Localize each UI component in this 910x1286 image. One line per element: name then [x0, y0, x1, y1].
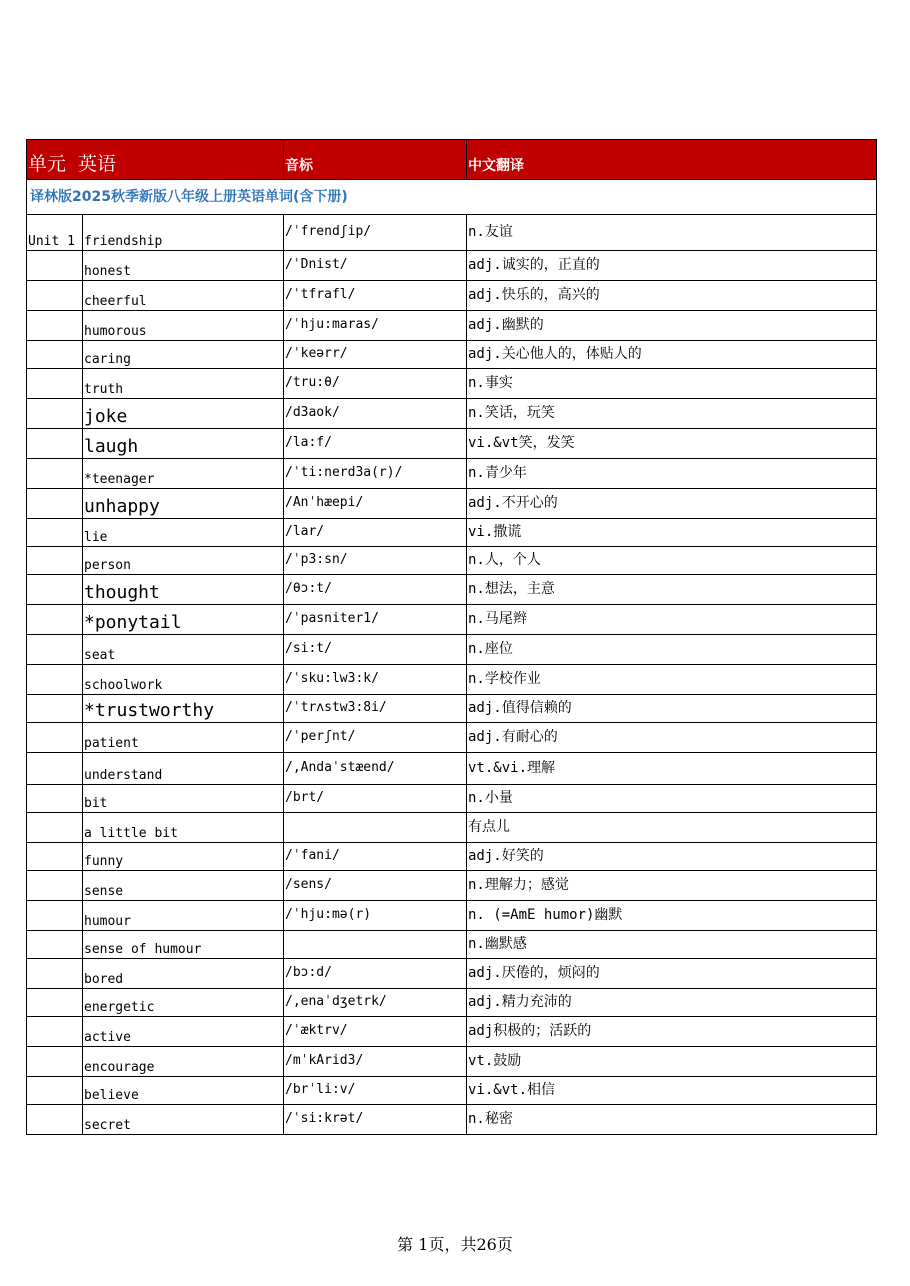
- word-cell: caring: [83, 341, 284, 369]
- header-unit: 单元: [28, 153, 67, 176]
- meaning-cell: n.青少年: [467, 459, 877, 489]
- header-row: [27, 140, 877, 180]
- unit-cell: [27, 813, 83, 843]
- table-row: [27, 519, 877, 547]
- word-cell: thought: [83, 575, 284, 605]
- header-unit-english-cell: [27, 140, 284, 180]
- meaning-cell: n.小量: [467, 785, 877, 813]
- page-footer: 第 1页，共26页: [397, 1235, 513, 1254]
- header-english: 英语: [78, 153, 117, 176]
- meaning-cell: adj.值得信赖的: [467, 695, 877, 723]
- phonetic-cell: /tru:θ/: [284, 369, 467, 399]
- word-cell: believe: [83, 1077, 284, 1105]
- table-row: [27, 605, 877, 635]
- word-cell: schoolwork: [83, 665, 284, 695]
- word-cell: joke: [83, 399, 284, 429]
- meaning-cell: n.马尾辫: [467, 605, 877, 635]
- meaning-cell: n.笑话，玩笑: [467, 399, 877, 429]
- word-cell: encourage: [83, 1047, 284, 1077]
- meaning-cell: vt.鼓励: [467, 1047, 877, 1077]
- sheet-title: 译林版2025秋季新版八年级上册英语单词(含下册): [27, 180, 877, 215]
- phonetic-cell: /ˈDnist/: [284, 251, 467, 281]
- header-phonetic: 音标: [284, 140, 467, 180]
- phonetic-cell: /ˈti:nerd3a(r)/: [284, 459, 467, 489]
- phonetic-cell: /ˈtrʌstw3:8i/: [284, 695, 467, 723]
- unit-cell: [27, 605, 83, 635]
- phonetic-cell: /ˈhju:maras/: [284, 311, 467, 341]
- table-row: [27, 843, 877, 871]
- phonetic-cell: /,enaˈdʒetrk/: [284, 989, 467, 1017]
- meaning-cell: adj.诚实的，正直的: [467, 251, 877, 281]
- phonetic-cell: /ˈfani/: [284, 843, 467, 871]
- table-row: [27, 1077, 877, 1105]
- word-cell: person: [83, 547, 284, 575]
- phonetic-cell: /ˈtfrafl/: [284, 281, 467, 311]
- table-row: [27, 753, 877, 785]
- unit-cell: [27, 281, 83, 311]
- meaning-cell: adj.厌倦的，烦闷的: [467, 959, 877, 989]
- meaning-cell: adj积极的；活跃的: [467, 1017, 877, 1047]
- table-row: [27, 429, 877, 459]
- meaning-cell: 有点儿: [467, 813, 877, 843]
- table-body: [27, 140, 877, 1135]
- meaning-cell: adj.关心他人的，体贴人的: [467, 341, 877, 369]
- phonetic-cell: /ˈsi:krət/: [284, 1105, 467, 1135]
- meaning-cell: adj.快乐的，高兴的: [467, 281, 877, 311]
- table-row: [27, 547, 877, 575]
- table-row: [27, 989, 877, 1017]
- table-row: [27, 575, 877, 605]
- phonetic-cell: /ˈfrendʃip/: [284, 215, 467, 251]
- unit-cell: [27, 959, 83, 989]
- word-cell: humorous: [83, 311, 284, 341]
- word-cell: friendship: [83, 215, 284, 251]
- word-cell: *teenager: [83, 459, 284, 489]
- word-cell: secret: [83, 1105, 284, 1135]
- word-cell: humour: [83, 901, 284, 931]
- meaning-cell: adj.有耐心的: [467, 723, 877, 753]
- unit-cell: [27, 1105, 83, 1135]
- meaning-cell: adj.不开心的: [467, 489, 877, 519]
- unit-cell: [27, 665, 83, 695]
- phonetic-cell: /mˈkArid3/: [284, 1047, 467, 1077]
- unit-cell: [27, 1077, 83, 1105]
- meaning-cell: n.座位: [467, 635, 877, 665]
- word-cell: sense of humour: [83, 931, 284, 959]
- meaning-cell: vi.撒谎: [467, 519, 877, 547]
- vocabulary-table: [26, 139, 877, 1135]
- unit-cell: [27, 519, 83, 547]
- phonetic-cell: /brˈli:v/: [284, 1077, 467, 1105]
- word-cell: understand: [83, 753, 284, 785]
- phonetic-cell: /ˈkeərr/: [284, 341, 467, 369]
- phonetic-cell: /,Andaˈstæend/: [284, 753, 467, 785]
- word-cell: funny: [83, 843, 284, 871]
- phonetic-cell: /θɔ:t/: [284, 575, 467, 605]
- table-row: [27, 635, 877, 665]
- table-row: [27, 281, 877, 311]
- phonetic-cell: /ˈpasniter1/: [284, 605, 467, 635]
- unit-cell: [27, 311, 83, 341]
- word-cell: *ponytail: [83, 605, 284, 635]
- unit-cell: [27, 723, 83, 753]
- phonetic-cell: [284, 931, 467, 959]
- phonetic-cell: /lar/: [284, 519, 467, 547]
- phonetic-cell: /sens/: [284, 871, 467, 901]
- word-cell: *trustworthy: [83, 695, 284, 723]
- table-row: [27, 785, 877, 813]
- word-cell: sense: [83, 871, 284, 901]
- unit-cell: [27, 989, 83, 1017]
- unit-cell: [27, 429, 83, 459]
- word-cell: energetic: [83, 989, 284, 1017]
- table-row: [27, 959, 877, 989]
- word-cell: bit: [83, 785, 284, 813]
- meaning-cell: n.事实: [467, 369, 877, 399]
- word-cell: active: [83, 1017, 284, 1047]
- unit-cell: [27, 341, 83, 369]
- meaning-cell: n.想法，主意: [467, 575, 877, 605]
- phonetic-cell: /si:t/: [284, 635, 467, 665]
- meaning-cell: n.理解力；感觉: [467, 871, 877, 901]
- table-row: [27, 901, 877, 931]
- table-row: [27, 215, 877, 251]
- phonetic-cell: /la:f/: [284, 429, 467, 459]
- meaning-cell: vt.&vi.理解: [467, 753, 877, 785]
- table-row: [27, 695, 877, 723]
- meaning-cell: n. (=AmE humor)幽默: [467, 901, 877, 931]
- meaning-cell: n.秘密: [467, 1105, 877, 1135]
- word-cell: laugh: [83, 429, 284, 459]
- word-cell: patient: [83, 723, 284, 753]
- phonetic-cell: /bɔ:d/: [284, 959, 467, 989]
- meaning-cell: adj.幽默的: [467, 311, 877, 341]
- phonetic-cell: [284, 813, 467, 843]
- meaning-cell: n.幽默感: [467, 931, 877, 959]
- unit-cell: [27, 251, 83, 281]
- meaning-cell: vi.&vt.相信: [467, 1077, 877, 1105]
- table-row: [27, 489, 877, 519]
- table-row: [27, 369, 877, 399]
- word-cell: lie: [83, 519, 284, 547]
- unit-cell: [27, 459, 83, 489]
- unit-cell: [27, 1047, 83, 1077]
- word-cell: a little bit: [83, 813, 284, 843]
- unit-cell: [27, 399, 83, 429]
- table-row: [27, 1047, 877, 1077]
- table-row: [27, 399, 877, 429]
- meaning-cell: n.学校作业: [467, 665, 877, 695]
- table-row: [27, 1017, 877, 1047]
- word-cell: truth: [83, 369, 284, 399]
- word-cell: cheerful: [83, 281, 284, 311]
- meaning-cell: n.友谊: [467, 215, 877, 251]
- unit-cell: [27, 635, 83, 665]
- unit-cell: [27, 931, 83, 959]
- phonetic-cell: /brt/: [284, 785, 467, 813]
- unit-cell: [27, 695, 83, 723]
- unit-cell: [27, 843, 83, 871]
- unit-cell: [27, 753, 83, 785]
- meaning-cell: n.人，个人: [467, 547, 877, 575]
- unit-cell: [27, 1017, 83, 1047]
- phonetic-cell: /ˈp3:sn/: [284, 547, 467, 575]
- phonetic-cell: /ˈsku:lw3:k/: [284, 665, 467, 695]
- unit-cell: [27, 575, 83, 605]
- table-row: [27, 311, 877, 341]
- table-row: [27, 459, 877, 489]
- meaning-cell: adj.精力充沛的: [467, 989, 877, 1017]
- phonetic-cell: /ˈperʃnt/: [284, 723, 467, 753]
- table-row: [27, 1105, 877, 1135]
- unit-cell: Unit 1: [27, 215, 83, 251]
- word-cell: honest: [83, 251, 284, 281]
- table-row: [27, 665, 877, 695]
- phonetic-cell: /Anˈhæepi/: [284, 489, 467, 519]
- meaning-cell: vi.&vt笑，发笑: [467, 429, 877, 459]
- phonetic-cell: /ˈhju:mə(r): [284, 901, 467, 931]
- phonetic-cell: /ˈæktrv/: [284, 1017, 467, 1047]
- table-row: [27, 931, 877, 959]
- unit-cell: [27, 871, 83, 901]
- word-cell: bored: [83, 959, 284, 989]
- unit-cell: [27, 489, 83, 519]
- header-chinese: 中文翻译: [467, 140, 877, 180]
- table-row: [27, 251, 877, 281]
- unit-cell: [27, 547, 83, 575]
- table-row: [27, 871, 877, 901]
- table-row: [27, 341, 877, 369]
- word-cell: unhappy: [83, 489, 284, 519]
- unit-cell: [27, 369, 83, 399]
- title-row: [27, 180, 877, 215]
- phonetic-cell: /d3aok/: [284, 399, 467, 429]
- table-row: [27, 813, 877, 843]
- word-cell: seat: [83, 635, 284, 665]
- unit-cell: [27, 901, 83, 931]
- meaning-cell: adj.好笑的: [467, 843, 877, 871]
- table-row: [27, 723, 877, 753]
- unit-cell: [27, 785, 83, 813]
